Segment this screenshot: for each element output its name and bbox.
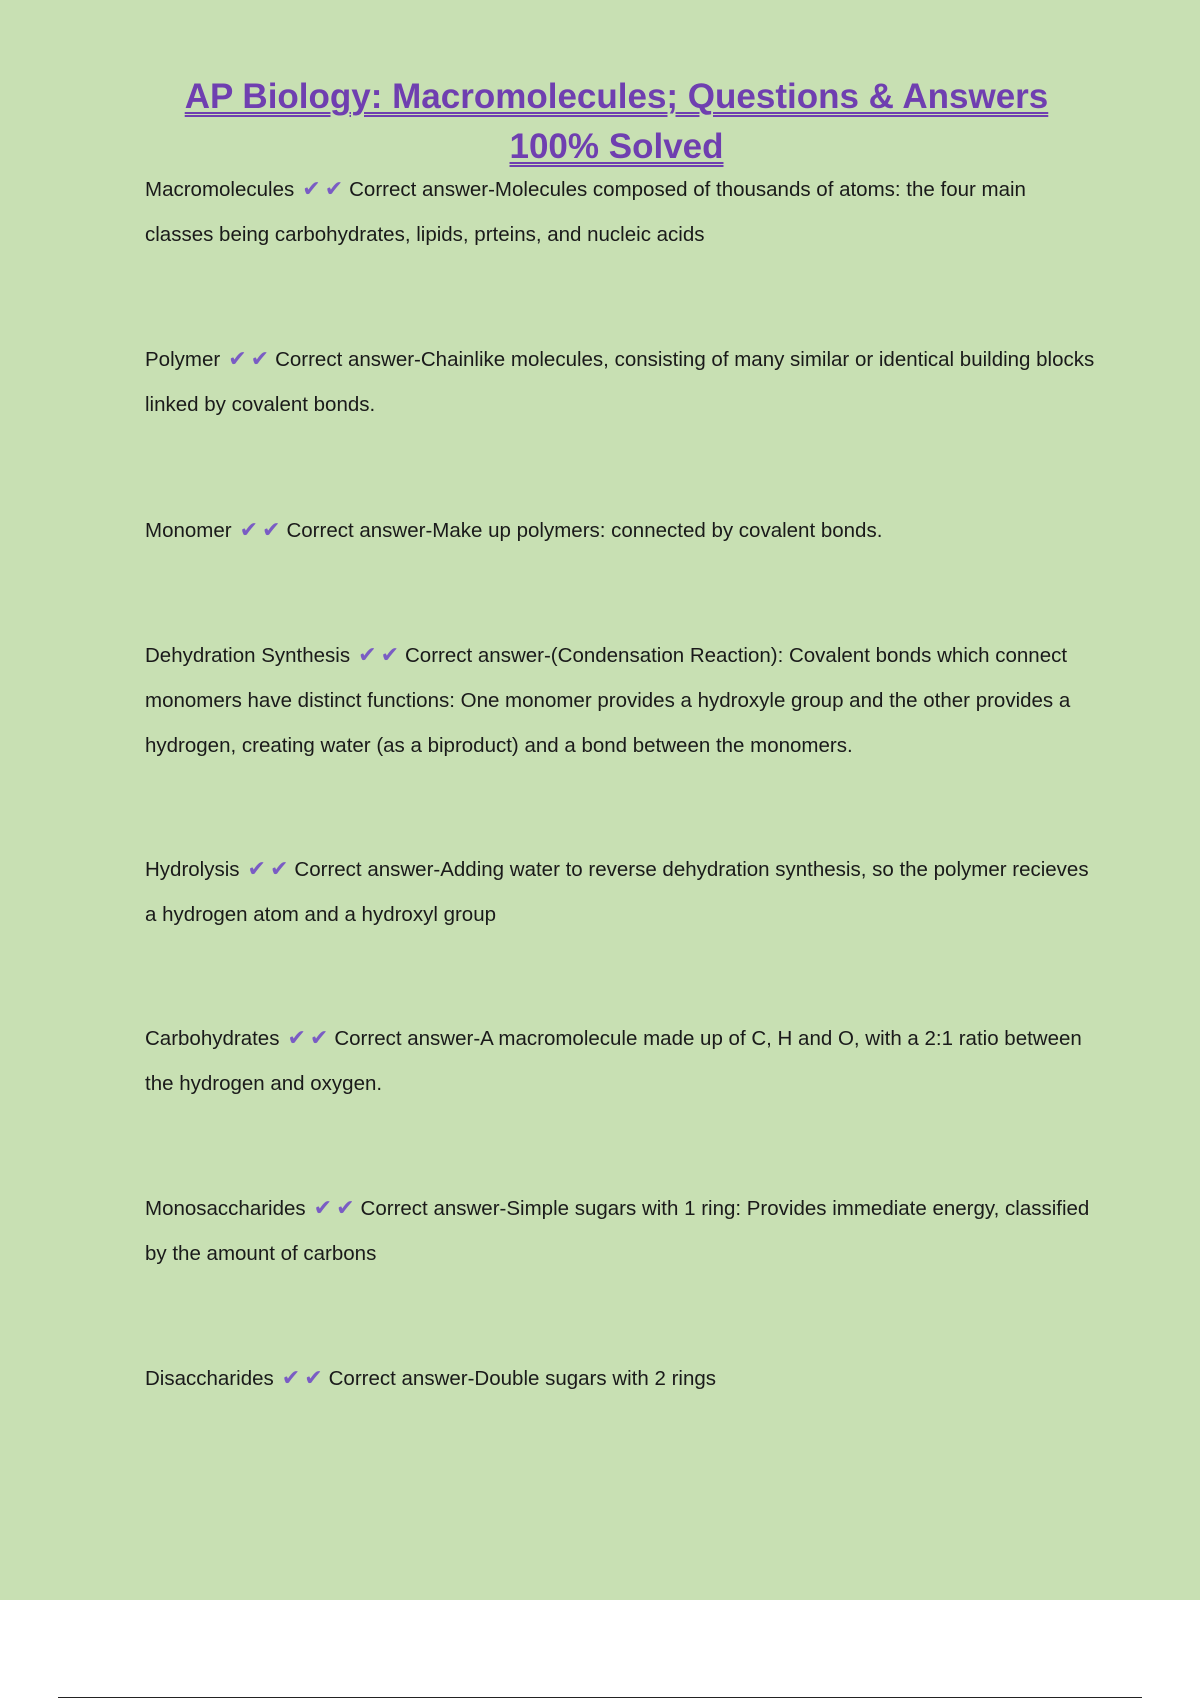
double-check-icon xyxy=(238,519,283,542)
check-icon: ✔ xyxy=(304,1365,323,1390)
entry-term: Disaccharides xyxy=(145,1367,274,1390)
entry-answer: Correct answer-Chainlike molecules, consisting of many similar or identical building blocks linked by covalent bonds. xyxy=(145,348,1095,416)
entry-term: Macromolecules xyxy=(145,178,295,201)
entry-term: Dehydration Synthesis xyxy=(145,644,351,667)
double-check-icon xyxy=(356,644,401,667)
qa-entry xyxy=(145,336,1095,427)
entry-answer: Correct answer-(Condensation Reaction): Covalent bonds which connect monomers have distinct functions: One monomer provides a hydroxyle group and the other provides a hydrogen, creating water (as a biproduct) and a bond between the monomers. xyxy=(145,644,1071,757)
entry-term: Hydrolysis xyxy=(145,858,240,881)
check-icon: ✔ xyxy=(309,1025,329,1050)
entry-term: Carbohydrates xyxy=(145,1027,280,1050)
entry-term: Monomer xyxy=(145,519,232,542)
check-icon: ✔ xyxy=(287,1025,306,1050)
check-icon: ✔ xyxy=(269,856,289,881)
check-icon: ✔ xyxy=(336,1195,355,1220)
check-icon: ✔ xyxy=(313,1195,333,1220)
footer-divider xyxy=(58,1697,1142,1698)
entry-answer: Correct answer-Make up polymers: connected by covalent bonds. xyxy=(286,519,883,542)
document-title xyxy=(100,72,1133,172)
check-icon: ✔ xyxy=(262,517,281,542)
check-icon: ✔ xyxy=(250,346,270,371)
check-icon: ✔ xyxy=(281,1365,301,1390)
qa-entry xyxy=(145,166,1095,257)
entry-answer: Correct answer-Double sugars with 2 rings xyxy=(328,1367,717,1390)
qa-entry xyxy=(145,632,1095,768)
entry-answer: Correct answer-Simple sugars with 1 ring: Provides immediate energy, classified by the amount of carbons xyxy=(145,1197,1090,1265)
title-line-2: 100% Solved xyxy=(509,127,724,166)
title-line-1: AP Biology: Macromolecules; Questions & Answers xyxy=(184,77,1049,116)
check-icon: ✔ xyxy=(228,346,247,371)
entry-term: Polymer xyxy=(145,348,221,371)
entry-answer: Correct answer-A macromolecule made up of C, H and O, with a 2:1 ratio between the hydrogen and oxygen. xyxy=(145,1027,1082,1095)
check-icon: ✔ xyxy=(247,856,266,881)
double-check-icon xyxy=(312,1197,357,1220)
entry-term: Monosaccharides xyxy=(145,1197,306,1220)
double-check-icon xyxy=(300,178,345,201)
qa-entry xyxy=(145,1355,1095,1401)
double-check-icon xyxy=(246,858,291,881)
qa-entry xyxy=(145,1185,1095,1276)
check-icon: ✔ xyxy=(324,176,344,201)
double-check-icon xyxy=(285,1027,330,1050)
qa-entry xyxy=(145,1015,1095,1106)
double-check-icon xyxy=(280,1367,325,1390)
qa-entry xyxy=(145,846,1095,937)
entry-answer: Correct answer-Molecules composed of thousands of atoms: the four main classes being carbohydrates, lipids, prteins, and nucleic acids xyxy=(145,178,1026,246)
entry-answer: Correct answer-Adding water to reverse dehydration synthesis, so the polymer recieves a hydrogen atom and a hydroxyl group xyxy=(145,858,1089,926)
check-icon: ✔ xyxy=(302,176,321,201)
check-icon: ✔ xyxy=(239,517,259,542)
double-check-icon xyxy=(226,348,271,371)
qa-entry xyxy=(145,507,1095,553)
check-icon: ✔ xyxy=(380,642,399,667)
check-icon: ✔ xyxy=(358,642,377,667)
